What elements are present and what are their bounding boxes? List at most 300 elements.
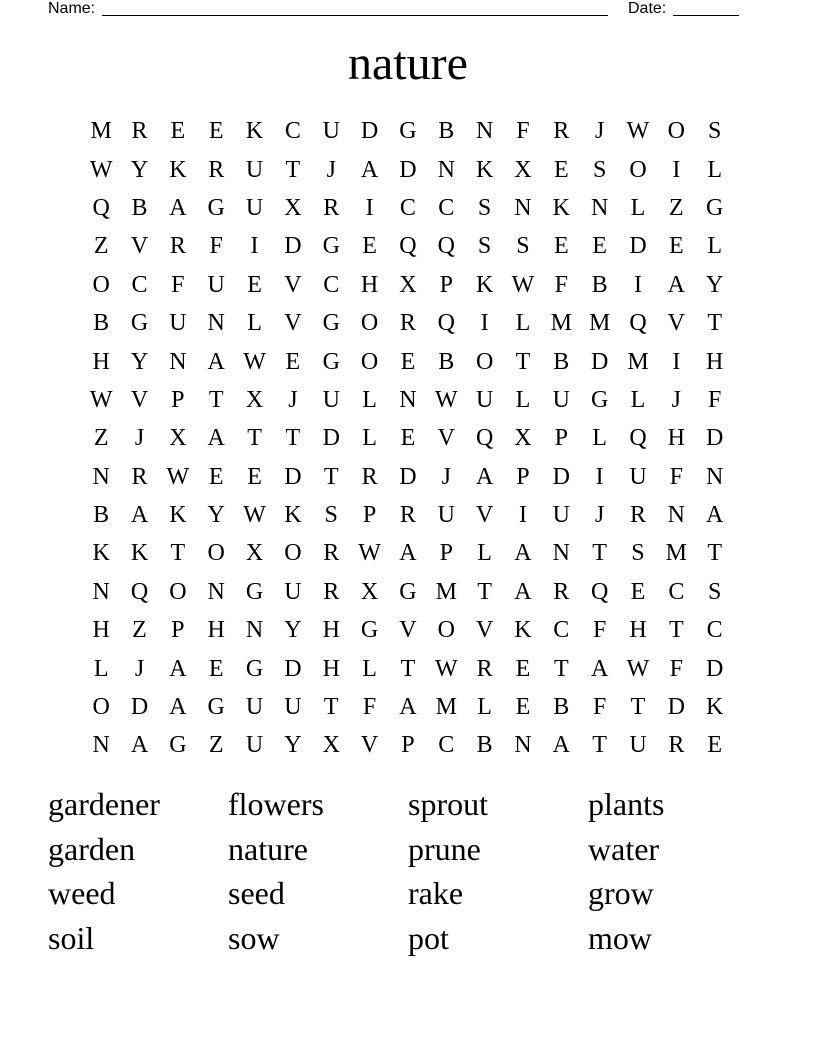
grid-letter: K [706,694,724,721]
grid-letter: N [207,310,225,337]
grid-letter: N [92,463,110,490]
letter-grid [82,112,734,765]
grid-letter: H [322,617,340,644]
grid-letter: X [169,425,187,452]
grid-letter: N [207,578,225,605]
grid-row [82,573,734,611]
name-label: Name: [48,0,96,17]
grid-letter: F [554,271,568,298]
grid-letter: D [322,425,340,452]
grid-letter: Q [475,425,494,452]
grid-letter: A [706,502,724,529]
grid-letter: S [516,233,530,260]
grid-letter: V [475,502,494,529]
grid-letter: M [627,348,649,375]
grid-letter: T [707,310,722,337]
grid-letter: O [475,348,494,375]
grid-letter: M [90,118,112,145]
grid-letter: B [131,194,148,221]
word-list-item: gardener [48,786,160,822]
grid-letter: A [514,540,532,567]
grid-row [82,649,734,687]
grid-letter: U [475,386,494,413]
grid-letter: I [595,463,604,490]
grid-row [82,419,734,457]
grid-letter: R [629,502,646,529]
grid-letter: N [514,194,532,221]
grid-letter: F [669,463,683,490]
grid-letter: P [401,732,415,759]
grid-letter: T [592,540,607,567]
grid-letter: G [399,578,417,605]
grid-letter: G [169,732,187,759]
grid-letter: F [362,694,377,721]
grid-letter: V [130,233,149,260]
grid-letter: S [592,156,607,183]
grid-letter: X [245,540,264,567]
grid-letter: V [360,732,379,759]
grid-letter: A [514,578,532,605]
grid-letter: E [553,233,569,260]
word-list-item: sow [228,920,280,957]
grid-letter: N [169,348,187,375]
grid-letter: L [630,194,646,221]
grid-letter: T [707,540,722,567]
grid-letter: I [365,194,374,221]
grid-letter: U [207,271,225,298]
word-list-item: weed [48,875,116,912]
grid-letter: L [362,655,377,682]
grid-letter: I [518,502,527,529]
grid-letter: H [207,617,225,644]
grid-letter: L [515,386,531,413]
grid-letter: P [516,463,530,490]
grid-letter: C [438,732,455,759]
grid-letter: R [169,233,186,260]
grid-letter: R [323,540,340,567]
grid-letter: R [323,194,340,221]
grid-letter: J [326,156,336,183]
grid-letter: Y [207,502,225,529]
grid-letter: Z [208,732,224,759]
grid-letter: E [553,156,569,183]
grid-letter: W [626,655,650,682]
grid-letter: E [592,233,607,260]
grid-letter: Y [706,271,724,298]
grid-letter: B [553,694,570,721]
grid-letter: K [475,271,494,298]
grid-letter: A [667,271,685,298]
grid-letter: B [553,348,570,375]
grid-letter: F [592,617,607,644]
grid-letter: X [360,578,379,605]
grid-row [82,304,734,342]
grid-letter: B [93,310,110,337]
grid-letter: K [169,502,187,529]
grid-letter: H [629,617,647,644]
grid-row [82,112,734,150]
grid-letter: Y [130,156,149,183]
grid-letter: A [207,425,225,452]
grid-letter: V [130,386,149,413]
grid-letter: D [284,233,302,260]
grid-row [82,496,734,534]
grid-letter: E [668,233,684,260]
grid-letter: Z [132,617,147,644]
grid-letter: V [284,310,302,337]
grid-letter: T [208,386,224,413]
grid-letter: D [284,463,302,490]
grid-letter: Q [437,310,455,337]
grid-letter: P [439,540,453,567]
grid-letter: O [169,578,187,605]
grid-letter: G [590,386,609,413]
grid-letter: W [243,348,266,375]
grid-letter: L [592,425,607,452]
grid-letter: P [439,271,453,298]
grid-letter: O [284,540,302,567]
grid-letter: R [553,118,570,145]
grid-letter: R [131,463,148,490]
grid-letter: N [475,118,494,145]
grid-letter: Y [284,617,302,644]
grid-letter: R [668,732,685,759]
grid-letter: M [435,694,457,721]
grid-letter: C [706,617,723,644]
grid-letter: E [515,694,531,721]
word-list-item: prune [408,830,481,867]
date-blank-line [673,15,739,16]
grid-letter: G [706,194,724,221]
grid-letter: A [130,732,149,759]
grid-letter: W [434,386,458,413]
grid-letter: K [514,617,532,644]
grid-letter: C [131,271,148,298]
grid-letter: R [208,156,225,183]
grid-letter: N [514,732,532,759]
grid-row [82,381,734,419]
word-list-item: grow [588,875,654,912]
grid-letter: C [323,271,340,298]
grid-row [82,342,734,380]
grid-letter: T [285,156,301,183]
grid-letter: G [322,310,340,337]
grid-letter: G [245,578,264,605]
grid-letter: N [706,463,724,490]
grid-letter: D [552,463,570,490]
word-list-item: pot [408,920,449,957]
grid-letter: Q [590,578,609,605]
grid-letter: S [477,233,492,260]
grid-letter: T [170,540,186,567]
grid-letter: O [667,118,685,145]
grid-letter: S [324,502,338,529]
grid-letter: R [553,578,570,605]
grid-letter: U [322,118,340,145]
grid-row [82,458,734,496]
grid-letter: O [92,694,110,721]
grid-letter: O [629,156,647,183]
grid-letter: E [400,425,416,452]
grid-letter: U [245,156,264,183]
grid-letter: L [630,386,646,413]
grid-letter: N [245,617,264,644]
grid-row [82,189,734,227]
grid-letter: E [208,463,224,490]
grid-letter: E [630,578,646,605]
grid-letter: S [477,194,492,221]
grid-letter: M [665,540,687,567]
grid-letter: R [399,502,416,529]
grid-letter: H [92,348,110,375]
grid-letter: X [514,425,532,452]
grid-letter: T [592,732,607,759]
grid-letter: E [247,271,262,298]
grid-letter: S [707,578,722,605]
grid-letter: A [552,732,570,759]
word-list-item: garden [48,830,136,867]
grid-letter: B [591,271,608,298]
grid-row [82,150,734,188]
grid-letter: L [707,233,722,260]
grid-letter: O [92,271,110,298]
grid-letter: B [438,348,455,375]
grid-letter: G [207,694,225,721]
grid-letter: C [438,194,455,221]
grid-letter: C [284,118,301,145]
grid-letter: G [360,617,379,644]
grid-letter: R [361,463,378,490]
grid-letter: A [169,694,187,721]
grid-letter: I [633,271,642,298]
grid-letter: P [362,502,377,529]
grid-letter: Z [93,233,109,260]
word-list-item: mow [588,920,652,957]
grid-letter: M [435,578,457,605]
grid-letter: I [672,156,681,183]
grid-letter: L [362,425,377,452]
grid-letter: A [360,156,379,183]
word-list-item: water [588,830,660,867]
grid-letter: Q [399,233,417,260]
grid-letter: T [323,694,339,721]
grid-letter: A [169,194,187,221]
grid-letter: D [629,233,647,260]
grid-letter: L [247,310,262,337]
grid-letter: I [672,348,681,375]
grid-letter: N [399,386,417,413]
grid-letter: T [553,655,569,682]
grid-letter: T [668,617,684,644]
grid-letter: H [706,348,724,375]
grid-letter: J [441,463,451,490]
word-list-item: seed [228,875,285,912]
grid-letter: E [170,118,186,145]
grid-letter: G [399,118,417,145]
grid-letter: W [89,386,113,413]
grid-letter: A [399,540,417,567]
grid-letter: U [552,386,570,413]
grid-letter: J [134,655,145,682]
grid-letter: Q [130,578,149,605]
grid-letter: F [669,655,683,682]
grid-letter: E [707,732,722,759]
grid-letter: R [476,655,493,682]
grid-letter: L [93,655,109,682]
grid-letter: V [399,617,417,644]
grid-letter: H [360,271,379,298]
grid-letter: A [130,502,149,529]
grid-letter: X [514,156,532,183]
grid-letter: Q [629,310,647,337]
grid-letter: F [707,386,722,413]
grid-letter: J [288,386,298,413]
grid-letter: F [592,694,607,721]
grid-letter: E [247,463,262,490]
grid-letter: K [552,194,570,221]
grid-letter: Y [130,348,149,375]
grid-letter: S [631,540,645,567]
grid-letter: D [130,694,149,721]
date-label: Date: [628,0,667,17]
grid-letter: U [245,194,264,221]
grid-letter: W [243,502,266,529]
grid-letter: U [284,694,302,721]
grid-letter: B [476,732,493,759]
grid-letter: A [590,655,609,682]
word-list-item: flowers [228,786,324,822]
worksheet-header [48,0,740,20]
grid-letter: K [92,540,110,567]
grid-letter: U [284,578,302,605]
name-blank-line [102,15,608,16]
grid-letter: H [92,617,110,644]
grid-letter: K [245,118,264,145]
grid-letter: V [667,310,685,337]
grid-letter: D [590,348,609,375]
grid-letter: R [323,578,340,605]
grid-letter: P [171,386,185,413]
grid-letter: U [169,310,187,337]
grid-letter: P [171,617,185,644]
grid-letter: V [284,271,302,298]
grid-letter: T [400,655,416,682]
grid-letter: B [93,502,110,529]
grid-letter: F [516,118,530,145]
grid-letter: B [438,118,455,145]
grid-letter: V [475,617,494,644]
grid-letter: C [553,617,570,644]
grid-letter: U [437,502,455,529]
grid-letter: Q [629,425,647,452]
grid-letter: E [208,655,224,682]
grid-letter: L [477,694,492,721]
grid-letter: J [671,386,681,413]
grid-letter: D [399,156,417,183]
grid-row [82,688,734,726]
grid-letter: E [515,655,531,682]
grid-letter: T [630,694,646,721]
grid-letter: U [629,732,647,759]
grid-letter: U [322,386,340,413]
grid-letter: G [207,194,225,221]
grid-letter: G [130,310,149,337]
grid-letter: W [626,118,650,145]
grid-letter: N [437,156,455,183]
grid-letter: J [594,502,605,529]
grid-letter: C [668,578,685,605]
grid-letter: H [667,425,685,452]
grid-letter: O [360,310,379,337]
grid-letter: T [515,348,531,375]
grid-letter: L [362,386,377,413]
word-list-item: sprout [408,786,488,822]
grid-letter: U [552,502,570,529]
grid-letter: K [130,540,149,567]
grid-letter: O [437,617,455,644]
grid-row [82,534,734,572]
word-list [48,782,768,961]
grid-letter: D [284,655,302,682]
grid-letter: X [322,732,340,759]
grid-letter: U [245,694,264,721]
grid-letter: W [89,156,113,183]
grid-letter: S [707,118,722,145]
grid-row [82,726,734,764]
grid-letter: W [511,271,535,298]
grid-letter: W [166,463,190,490]
grid-letter: U [629,463,647,490]
grid-letter: L [477,540,492,567]
word-list-item: plants [588,786,665,822]
grid-letter: J [594,118,605,145]
word-list-item: nature [228,830,308,867]
grid-letter: K [284,502,302,529]
grid-letter: Q [437,233,455,260]
grid-letter: T [477,578,492,605]
grid-letter: R [399,310,416,337]
grid-letter: X [245,386,264,413]
grid-letter: O [207,540,225,567]
grid-letter: Q [92,194,110,221]
grid-letter: E [400,348,416,375]
grid-letter: A [207,348,225,375]
grid-letter: E [208,118,224,145]
grid-letter: M [588,310,611,337]
grid-row [82,611,734,649]
grid-letter: P [554,425,568,452]
grid-letter: A [399,694,417,721]
grid-letter: E [362,233,377,260]
grid-letter: J [134,425,145,452]
grid-letter: I [250,233,259,260]
grid-letter: M [550,310,572,337]
grid-letter: C [399,194,416,221]
grid-letter: T [323,463,339,490]
grid-letter: X [284,194,302,221]
grid-letter: F [171,271,185,298]
grid-letter: N [92,732,110,759]
grid-letter: Z [668,194,684,221]
grid-letter: V [437,425,455,452]
grid-letter: D [399,463,417,490]
grid-letter: Y [284,732,302,759]
grid-letter: T [247,425,262,452]
grid-letter: A [475,463,494,490]
word-list-item: rake [408,875,464,912]
grid-letter: H [322,655,340,682]
grid-letter: G [245,655,264,682]
